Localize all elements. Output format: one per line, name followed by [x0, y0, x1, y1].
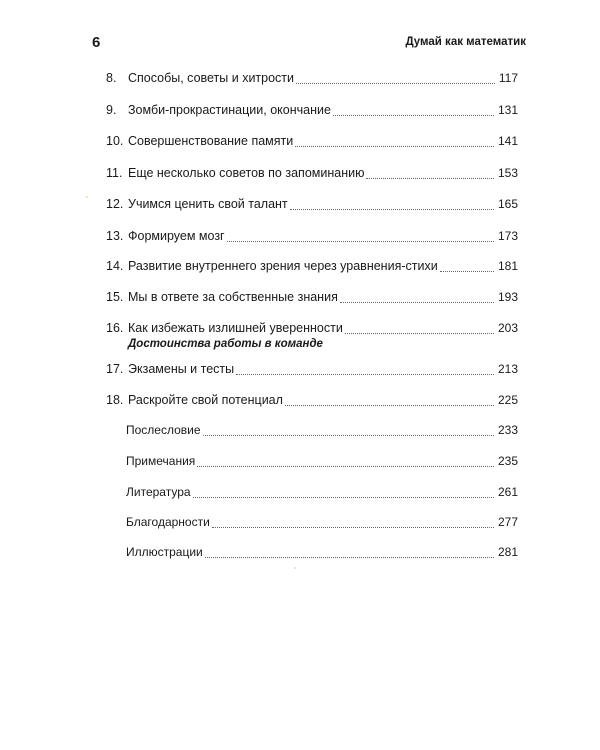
section-title: Иллюстрации — [126, 545, 203, 559]
toc-entry-chapter-9 — [106, 101, 518, 119]
chapter-page: 165 — [497, 197, 518, 211]
dot-leader — [340, 301, 494, 303]
section-title: Благодарности — [126, 515, 210, 529]
section-page: 233 — [497, 423, 518, 437]
toc-entry-chapter-12 — [106, 195, 518, 213]
section-title: Послесловие — [126, 423, 201, 437]
chapter-title: Раскройте свой потенциал — [128, 393, 283, 407]
toc-entry-chapter-13 — [106, 227, 518, 245]
chapter-number: 16. — [106, 321, 124, 335]
dot-leader — [193, 496, 494, 498]
chapter-number: 18. — [106, 393, 124, 407]
toc-entry-literature — [126, 483, 518, 501]
chapter-number: 13. — [106, 229, 124, 243]
chapter-page: 203 — [497, 321, 518, 335]
chapter-title: Как избежать излишней уверенности — [128, 321, 343, 335]
toc-entry-chapter-14 — [106, 257, 518, 275]
toc-entry-illustrations — [126, 543, 518, 561]
section-page: 281 — [497, 545, 518, 559]
paper-speck — [294, 567, 296, 569]
chapter-page: 213 — [497, 362, 518, 376]
toc-entry-chapter-18 — [106, 391, 518, 409]
dot-leader — [366, 177, 494, 179]
chapter-page: 153 — [497, 166, 518, 180]
section-page: 235 — [497, 454, 518, 468]
section-page: 277 — [497, 515, 518, 529]
chapter-number: 14. — [106, 259, 124, 273]
chapter-page: 117 — [498, 71, 518, 85]
dot-leader — [285, 404, 494, 406]
chapter-title: Зомби-прокрастинации, окончание — [128, 103, 331, 117]
chapter-page: 173 — [497, 229, 518, 243]
dot-leader — [295, 145, 494, 147]
toc-entry-chapter-15 — [106, 288, 518, 306]
toc-entry-chapter-8 — [106, 69, 518, 87]
chapter-title: Еще несколько советов по запоминанию — [128, 166, 365, 180]
dot-leader — [333, 114, 494, 116]
chapter-page: 131 — [497, 103, 518, 117]
chapter-subtitle: Достоинства работы в команде — [128, 338, 323, 350]
chapter-number: 15. — [106, 290, 124, 304]
chapter-title: Экзамены и тесты — [128, 362, 235, 376]
dot-leader — [205, 556, 494, 558]
chapter-title: Формируем мозг — [128, 229, 225, 243]
chapter-page: 193 — [497, 290, 518, 304]
dot-leader — [236, 373, 494, 375]
chapter-title: Способы, советы и хитрости — [128, 71, 295, 85]
chapter-title: Совершенствование памяти — [128, 134, 294, 148]
toc-entry-chapter-16 — [106, 319, 518, 357]
toc-entry-notes — [126, 452, 518, 470]
dot-leader — [203, 434, 494, 436]
dot-leader — [290, 208, 494, 210]
dot-leader — [345, 332, 494, 334]
chapter-number: 12. — [106, 197, 124, 211]
page-number: 6 — [92, 34, 101, 51]
toc-entry-chapter-17 — [106, 360, 518, 378]
paper-speck — [86, 196, 88, 198]
chapter-number: 11. — [106, 166, 123, 180]
chapter-number: 8. — [106, 71, 117, 85]
dot-leader — [440, 270, 494, 272]
running-title: Думай как математик — [405, 36, 526, 48]
page-header — [92, 34, 526, 54]
chapter-number: 17. — [106, 362, 124, 376]
chapter-title: Учимся ценить свой талант — [128, 197, 288, 211]
dot-leader — [197, 465, 494, 467]
chapter-number: 10. — [106, 134, 124, 148]
chapter-title: Мы в ответе за собственные знания — [128, 290, 338, 304]
chapter-title: Развитие внутреннего зрения через уравнения-стихи — [128, 259, 438, 273]
chapter-page: 225 — [497, 393, 518, 407]
dot-leader — [212, 526, 494, 528]
section-page: 261 — [497, 485, 518, 499]
toc-entry-afterword — [126, 421, 518, 439]
section-title: Литература — [126, 485, 191, 499]
toc-entry-chapter-10 — [106, 132, 518, 150]
dot-leader — [227, 240, 494, 242]
section-title: Примечания — [126, 454, 196, 468]
chapter-page: 181 — [497, 259, 518, 273]
toc-entry-acknowledgements — [126, 513, 518, 531]
dot-leader — [296, 82, 495, 84]
toc-entry-chapter-11 — [106, 164, 518, 182]
chapter-page: 141 — [497, 134, 518, 148]
chapter-number: 9. — [106, 103, 117, 117]
